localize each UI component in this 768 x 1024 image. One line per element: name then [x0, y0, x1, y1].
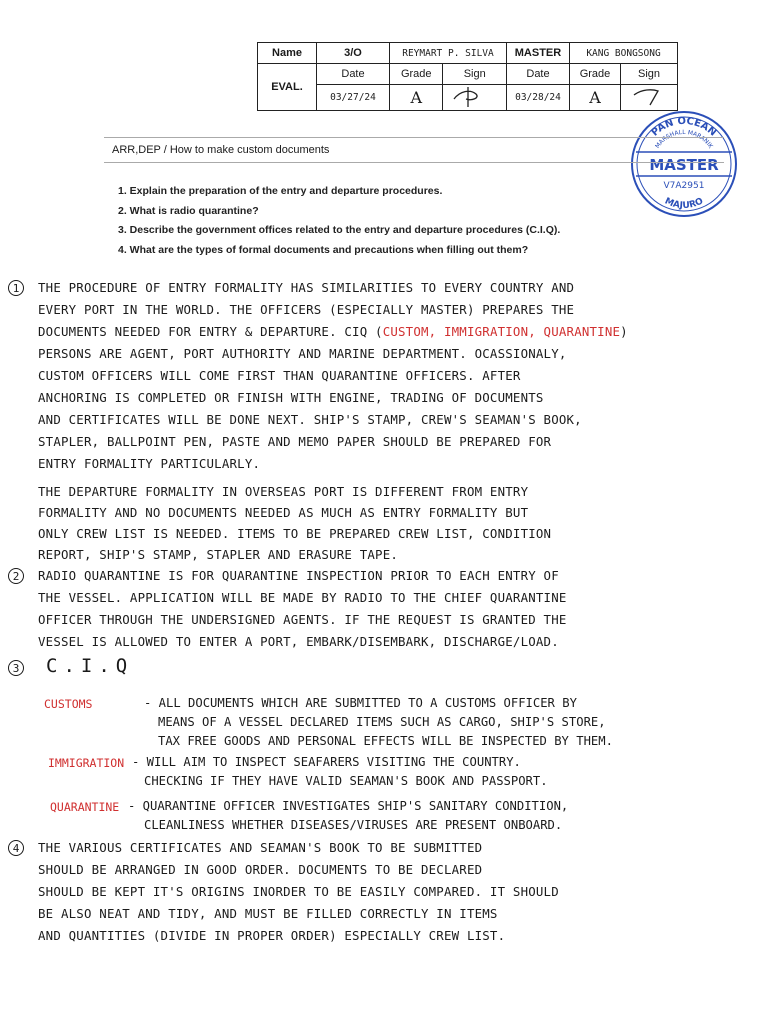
stamp-sub-text: MARSHALL MARANIK [654, 128, 714, 150]
immigration-label: IMMIGRATION [48, 756, 125, 770]
date-1: 03/27/24 [317, 85, 390, 111]
answer-1-line-8: STAPLER, BALLPOINT PEN, PASTE AND MEMO PAPER SHOULD BE PREPARED FOR [38, 434, 552, 449]
eval-label: EVAL. [258, 64, 317, 111]
grade-label-1: Grade [390, 64, 443, 85]
name-2: KANG BONGSONG [570, 43, 678, 64]
answer-1-line-9: ENTRY FORMALITY PARTICULARLY. [38, 456, 261, 471]
sign-label-2: Sign [621, 64, 678, 85]
ciq-heading: C.I.Q [46, 655, 134, 677]
answer-1-line-5: CUSTOM OFFICERS WILL COME FIRST THAN QUARANTINE OFFICERS. AFTER [38, 368, 521, 383]
customs-label: CUSTOMS [44, 697, 93, 711]
quarantine-label: QUARANTINE [50, 800, 120, 814]
rank-2: MASTER [507, 43, 570, 64]
answer-1-line-10: THE DEPARTURE FORMALITY IN OVERSEAS PORT IS DIFFERENT FROM ENTRY [38, 484, 529, 499]
signature-2 [621, 85, 678, 111]
subject-title: ARR,DEP / How to make custom documents [112, 144, 330, 156]
answer-1-line-6: ANCHORING IS COMPLETED OR FINISH WITH ENGINE, TRADING OF DOCUMENTS [38, 390, 544, 405]
answer-4-number: 4 [8, 840, 24, 856]
answer-1-line-11: FORMALITY AND NO DOCUMENTS NEEDED AS MUCH AS ENTRY FORMALITY BUT [38, 505, 529, 520]
answer-1-line-1: THE PROCEDURE OF ENTRY FORMALITY HAS SIMILARITIES TO EVERY COUNTRY AND [38, 280, 575, 295]
name-1: REYMART P. SILVA [390, 43, 507, 64]
answer-1-line-7: AND CERTIFICATES WILL BE DONE NEXT. SHIP'S STAMP, CREW'S SEAMAN'S BOOK, [38, 412, 582, 427]
answer-1-number: 1 [8, 280, 24, 296]
signature-1 [443, 85, 507, 111]
sign-label-1: Sign [443, 64, 507, 85]
customs-line-2: MEANS OF A VESSEL DECLARED ITEMS SUCH AS CARGO, SHIP'S STORE, [158, 715, 606, 729]
customs-line-3: TAX FREE GOODS AND PERSONAL EFFECTS WILL BE INSPECTED BY THEM. [158, 734, 613, 748]
rank-1: 3/O [317, 43, 390, 64]
answer-4-line-4: BE ALSO NEAT AND TIDY, AND MUST BE FILLED CORRECTLY IN ITEMS [38, 906, 498, 921]
customs-line-1: - ALL DOCUMENTS WHICH ARE SUBMITTED TO A CUSTOMS OFFICER BY [144, 696, 577, 710]
answer-4-line-3: SHOULD BE KEPT IT'S ORIGINS INORDER TO BE EASILY COMPARED. IT SHOULD [38, 884, 559, 899]
answer-1-line-3: DOCUMENTS NEEDED FOR ENTRY & DEPARTURE. CIQ (CUSTOM, IMMIGRATION, QUARANTINE) [38, 324, 628, 339]
stamp-top-text: PAN OCEAN [649, 115, 719, 139]
signature-2-icon [624, 85, 668, 107]
stamp-center-text: MASTER [649, 156, 719, 174]
grade-label-2: Grade [570, 64, 621, 85]
name-label: Name [258, 43, 317, 64]
answer-3-number: 3 [8, 660, 24, 676]
quarantine-line-1: - QUARANTINE OFFICER INVESTIGATES SHIP'S SANITARY CONDITION, [128, 799, 569, 813]
answer-1-line-2: EVERY PORT IN THE WORLD. THE OFFICERS (ESPECIALLY MASTER) PREPARES THE [38, 302, 575, 317]
answer-1-line-13: REPORT, SHIP'S STAMP, STAPLER AND ERASURE TAPE. [38, 547, 399, 562]
question-2: 2. What is radio quarantine? [118, 204, 259, 217]
quarantine-line-2: CLEANLINESS WHETHER DISEASES/VIRUSES ARE PRESENT ONBOARD. [144, 818, 563, 832]
answer-1-line-12: ONLY CREW LIST IS NEEDED. ITEMS TO BE PREPARED CREW LIST, CONDITION [38, 526, 552, 541]
answer-2-line-1: RADIO QUARANTINE IS FOR QUARANTINE INSPECTION PRIOR TO EACH ENTRY OF [38, 568, 559, 583]
answer-1-line-4: PERSONS ARE AGENT, PORT AUTHORITY AND MARINE DEPARTMENT. OCASSIONALY, [38, 346, 567, 361]
stamp-bottom-text: MAJURO [663, 196, 705, 212]
stamp-code-text: V7A2951 [663, 181, 705, 191]
answer-2-number: 2 [8, 568, 24, 584]
answer-4-line-2: SHOULD BE ARRANGED IN GOOD ORDER. DOCUMENTS TO BE DECLARED [38, 862, 483, 877]
immigration-line-1: - WILL AIM TO INSPECT SEAFARERS VISITING THE COUNTRY. [132, 755, 521, 769]
question-4: 4. What are the types of formal documents and precautions when filling out them? [118, 243, 529, 256]
answer-2-line-3: OFFICER THROUGH THE UNDERSIGNED AGENTS. IF THE REQUEST IS GRANTED THE [38, 612, 567, 627]
question-1: 1. Explain the preparation of the entry and departure procedures. [118, 185, 443, 197]
master-stamp-icon [628, 108, 740, 220]
subject-bar [104, 137, 724, 163]
grade-1: A [390, 85, 443, 111]
evaluation-table [257, 42, 678, 111]
answer-4-line-1: THE VARIOUS CERTIFICATES AND SEAMAN'S BOOK TO BE SUBMITTED [38, 840, 483, 855]
date-2: 03/28/24 [507, 85, 570, 111]
date-label-2: Date [507, 64, 570, 85]
ciq-expansion: CUSTOM, IMMIGRATION, QUARANTINE [382, 324, 621, 339]
date-label-1: Date [317, 64, 390, 85]
answer-2-line-2: THE VESSEL. APPLICATION WILL BE MADE BY RADIO TO THE CHIEF QUARANTINE [38, 590, 567, 605]
immigration-line-2: CHECKING IF THEY HAVE VALID SEAMAN'S BOOK AND PASSPORT. [144, 774, 548, 788]
answer-4-line-5: AND QUANTITIES (DIVIDE IN PROPER ORDER) ESPECIALLY CREW LIST. [38, 928, 506, 943]
answer-2-line-4: VESSEL IS ALLOWED TO ENTER A PORT, EMBARK/DISEMBARK, DISCHARGE/LOAD. [38, 634, 559, 649]
question-list [118, 182, 560, 260]
question-3: 3. Describe the government offices related to the entry and departure procedures (C.I.Q). [118, 224, 561, 237]
grade-2: A [570, 85, 621, 111]
signature-1-icon [446, 85, 496, 107]
